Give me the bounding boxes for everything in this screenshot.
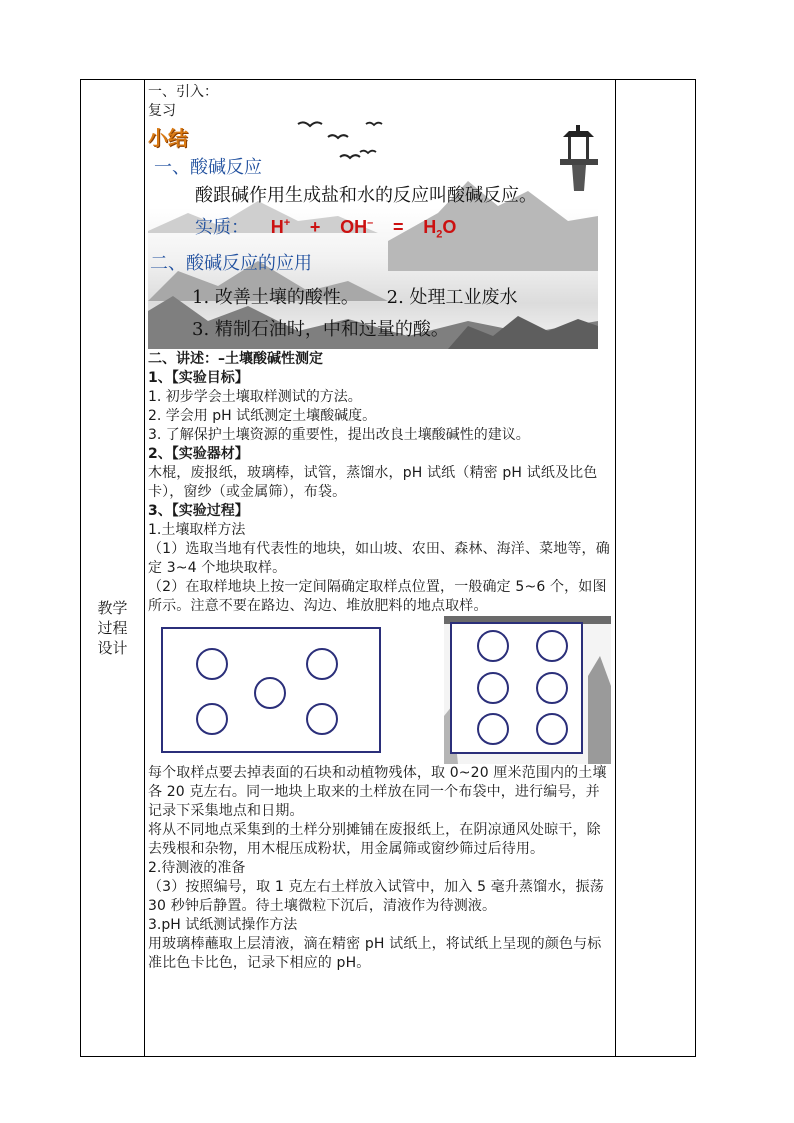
sampling-diagrams	[148, 616, 613, 764]
rocks-foreground	[448, 316, 598, 349]
solution-prep-text: （3）按照编号，取 1 克左右土样放入试管中，加入 5 毫升蒸馏水，振荡 30 秒钟后静置。待土壤微粒下沉后，清液作为待测液。	[148, 879, 604, 914]
equipment-text: 木棍，废报纸，玻璃棒，试管，蒸馏水，pH 试纸（精密 pH 试纸及比色卡），窗纱（或金属筛），布袋。	[148, 465, 598, 500]
solution-prep-heading: 2.待测液的准备	[148, 860, 246, 876]
eq-h-ion	[271, 217, 290, 237]
application-2-text: 2. 处理工业废水	[386, 287, 518, 308]
bird-icon	[360, 151, 376, 153]
eq-oh: OH	[340, 217, 368, 237]
goal-heading: 1、【实验目标】	[148, 370, 249, 386]
ph-test-text: 用玻璃棒蘸取上层清液，滴在精密 pH 试纸上，将试纸上呈现的颜色与标准比色卡比色，记录下相应的 pH。	[148, 936, 602, 971]
sampling-step-1: （1）选取当地有代表性的地块，如山坡、农田、森林、海洋、菜地等，确定 3~4 个地块取样。	[148, 541, 610, 576]
process-heading: 3、【实验过程】	[148, 503, 249, 519]
summary-badge: 小结	[148, 126, 188, 150]
eq-oh-charge: –	[367, 217, 374, 229]
sampling-step-2: （2）在取样地块上按一定间隔确定取样点位置，一般确定 5~6 个，如图所示。注意不要在路边、沟边、堆放肥料的地点取样。	[148, 579, 607, 614]
column-divider-right	[615, 80, 616, 1056]
eq-water-o: O	[442, 217, 457, 237]
section-title-lecture: 二、讲述：–土壤酸碱性测定	[148, 351, 323, 367]
eq-plus: +	[309, 217, 321, 237]
slide-definition: 酸跟碱作用生成盐和水的反应叫酸碱反应。	[195, 185, 537, 206]
slide-heading-1: 一、酸碱反应	[154, 157, 262, 178]
summary-slide-image	[148, 121, 598, 349]
slide-heading-2: 二、酸碱反应的应用	[150, 253, 312, 274]
application-1-text: 1. 改善土壤的酸性。	[192, 287, 359, 308]
eq-h-charge: +	[283, 217, 291, 229]
bird-icon	[328, 135, 348, 138]
lesson-table	[80, 79, 696, 1057]
section-title-intro: 一、引入：	[148, 84, 218, 100]
column-divider-left	[144, 80, 145, 1056]
plot-rectangle-six-points	[451, 623, 582, 753]
row-label-line: 过程	[97, 619, 128, 637]
goal-item: 2. 学会用 pH 试纸测定土壤酸碱度。	[148, 408, 377, 424]
essence-label: 实质：	[195, 217, 249, 238]
sampling-paragraph-b: 将从不同地点采集到的土样分别摊铺在废报纸上，在阴凉通风处晾干，除去残根和杂物，用木棍压成粉状，用金属筛或窗纱筛过后待用。	[148, 822, 601, 857]
eq-water-sub: 2	[436, 228, 443, 241]
goal-item: 1. 初步学会土壤取样测试的方法。	[148, 389, 362, 405]
application-3: 3. 精制石油时，中和过量的酸。	[192, 319, 449, 340]
row-label-line: 设计	[97, 639, 128, 657]
content-cell	[148, 80, 613, 1056]
eq-equals: =	[393, 217, 404, 237]
sampling-paragraph-a: 每个取样点要去掉表面的石块和动植物残体，取 0~20 厘米范围内的土壤各 20 克左右。同一地块上取来的土样放在同一个布袋中，进行编号，并记录下采集地点和日期。	[148, 765, 607, 819]
slide-equation	[195, 213, 456, 241]
eq-water-h: H	[423, 217, 437, 237]
equipment-heading: 2、【实验器材】	[148, 446, 249, 462]
row-label-line: 教学	[97, 599, 128, 617]
sampling-point-figures	[148, 616, 613, 764]
ph-test-heading: 3.pH 试纸测试操作方法	[148, 917, 298, 933]
pavilion-icon	[560, 125, 598, 191]
eq-water	[423, 217, 457, 241]
eq-h: H	[270, 217, 284, 237]
goal-item: 3. 了解保护土壤资源的重要性，提出改良土壤酸碱性的建议。	[148, 427, 530, 443]
bird-icon	[298, 122, 322, 126]
plot-rectangle-five-points	[162, 628, 380, 752]
bird-icon	[366, 123, 382, 125]
bird-icon	[340, 155, 360, 158]
sampling-heading: 1.土壤取样方法	[148, 522, 246, 538]
section-subtitle-review: 复习	[148, 103, 176, 119]
eq-oh-ion	[340, 217, 373, 237]
application-1	[192, 283, 518, 309]
row-label	[81, 598, 144, 658]
